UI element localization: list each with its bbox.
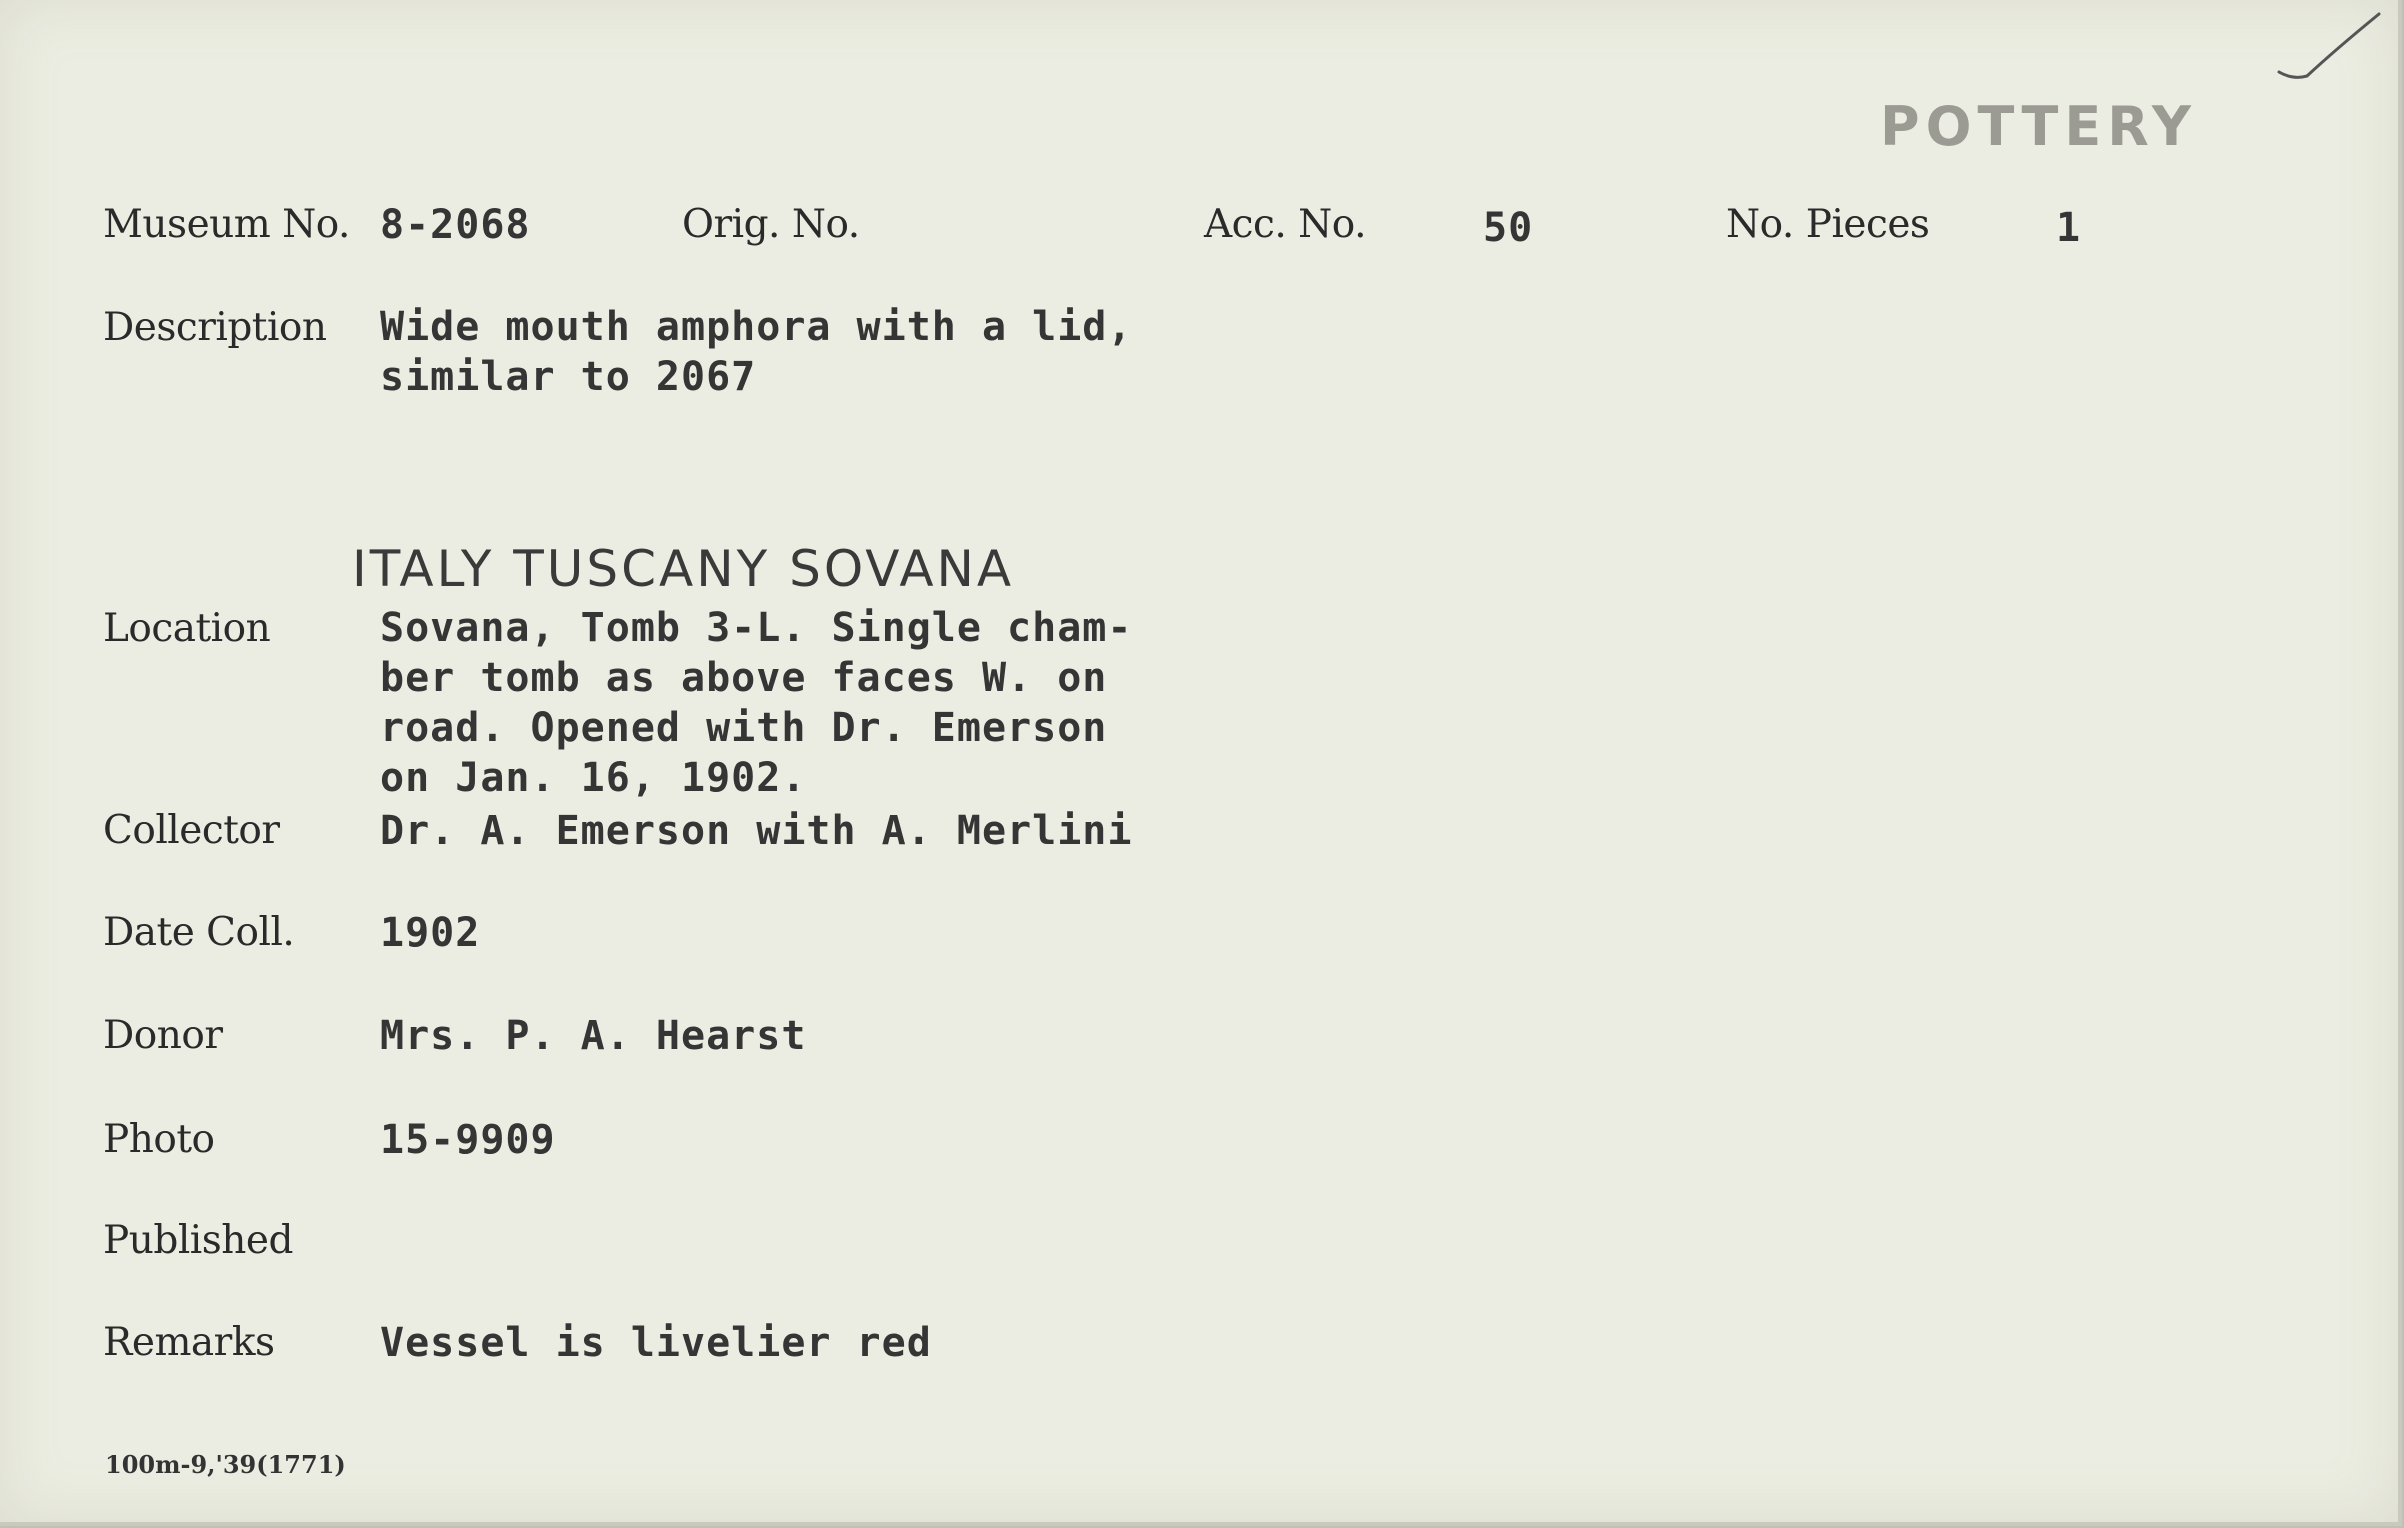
collector-label: Collector	[103, 808, 280, 853]
location-label: Location	[103, 606, 271, 651]
no-pieces-label: No. Pieces	[1726, 202, 1930, 247]
collector-value: Dr. A. Emerson with A. Merlini	[380, 808, 1133, 854]
donor-value: Mrs. P. A. Hearst	[380, 1013, 807, 1059]
location-line: road. Opened with Dr. Emerson	[380, 705, 1108, 751]
date-coll-value: 1902	[380, 910, 481, 956]
check-mark-icon	[2275, 10, 2385, 90]
donor-label: Donor	[103, 1013, 223, 1058]
museum-no-label: Museum No.	[103, 202, 350, 247]
photo-value: 15-9909	[380, 1117, 556, 1163]
acc-no-value: 50	[1483, 205, 1534, 251]
description-value	[380, 302, 1132, 402]
published-label: Published	[103, 1218, 293, 1263]
orig-no-label: Orig. No.	[682, 202, 860, 247]
date-coll-label: Date Coll.	[103, 910, 295, 955]
location-stamp: ITALY TUSCANY SOVANA	[352, 540, 1015, 598]
acc-no-label: Acc. No.	[1204, 202, 1366, 247]
location-line: on Jan. 16, 1902.	[380, 755, 807, 801]
remarks-label: Remarks	[103, 1320, 275, 1365]
photo-label: Photo	[103, 1117, 215, 1162]
museum-no-value: 8-2068	[380, 202, 531, 248]
category-stamp: POTTERY	[1880, 95, 2198, 158]
location-line: Sovana, Tomb 3-L. Single cham-	[380, 605, 1133, 651]
location-line: ber tomb as above faces W. on	[380, 655, 1108, 701]
description-line: Wide mouth amphora with a lid,	[380, 304, 1133, 350]
description-line: similar to 2067	[380, 354, 757, 400]
no-pieces-value: 1	[2056, 205, 2082, 251]
description-label: Description	[103, 305, 327, 350]
location-value	[380, 603, 1132, 803]
remarks-value: Vessel is livelier red	[380, 1320, 932, 1366]
form-code: 100m-9,'39(1771)	[105, 1450, 346, 1479]
